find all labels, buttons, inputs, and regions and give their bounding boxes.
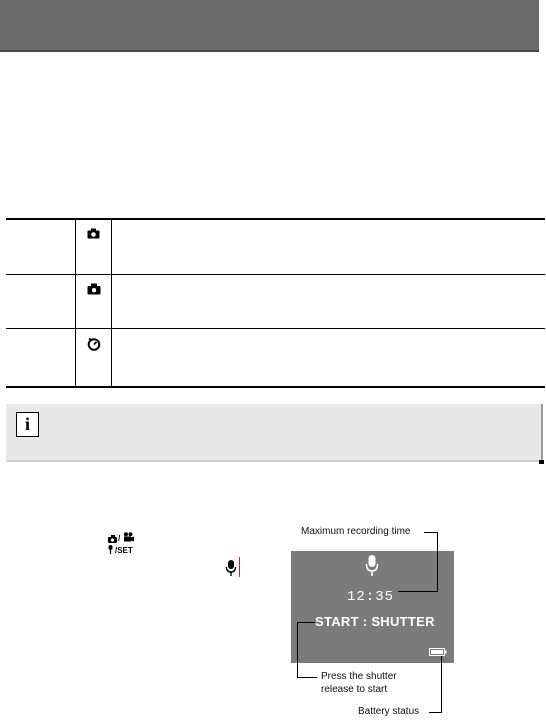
battery-icon [429,648,447,656]
note-corner-mark [539,460,544,464]
camera-icon [87,228,100,239]
set-button-ref: /SET [115,546,133,555]
leader-line [437,532,438,592]
note-box [6,404,543,462]
start-shutter-label: START : SHUTTER [315,614,435,629]
leader-line [297,622,298,678]
info-icon: i [16,412,39,437]
battery-status-label: Battery status [358,706,420,717]
press-shutter-label-line1: Press the shutter [321,671,397,682]
mode-table [6,218,545,388]
mode-button-ref: / [118,534,121,543]
lcd-screen [291,551,454,663]
leader-line [429,712,442,713]
table-row [6,275,545,329]
table-row [6,219,545,275]
leader-line [297,677,317,678]
self-timer-icon [87,337,101,351]
camera-solid-icon [87,283,101,295]
video-camera-small-icon [123,532,134,542]
leader-line [441,656,442,713]
press-shutter-label-line2: release to start [321,684,388,695]
camera-small-icon [108,534,121,543]
leader-line [398,591,438,592]
microphone-small-icon [107,545,114,554]
microphone-icon [365,555,379,577]
leader-line [424,532,438,533]
recording-time: 12:35 [346,589,394,605]
header-bar [0,0,539,52]
max-recording-time-label: Maximum recording time [301,526,411,537]
leader-line [297,622,315,623]
cursor-mark [239,557,240,577]
table-row [6,329,545,388]
